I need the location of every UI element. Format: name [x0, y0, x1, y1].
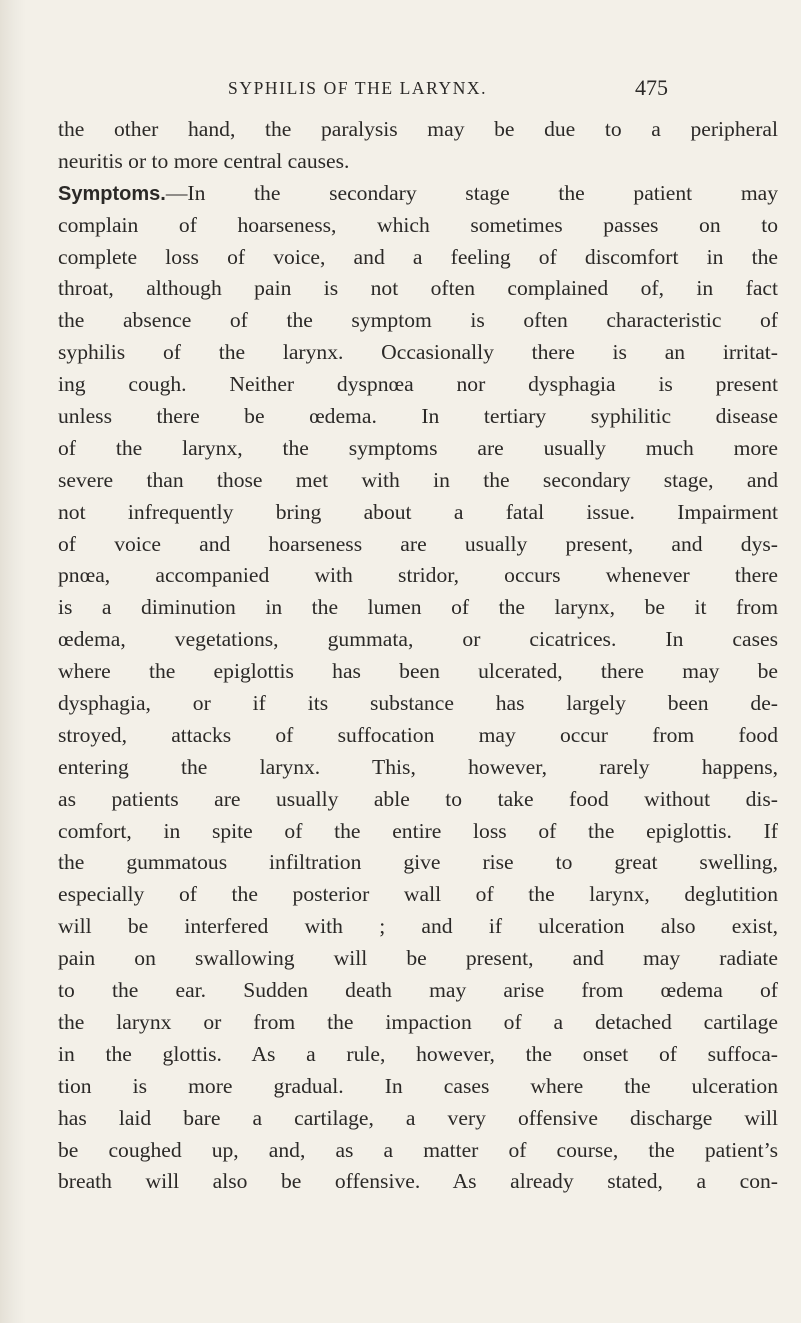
text-line: entering the larynx. This, however, rarely happens,: [58, 754, 778, 779]
text-line-with-heading: [58, 178, 778, 210]
text-line: as patients are usually able to take food without dis-: [58, 786, 778, 811]
text-line: complete loss of voice, and a feeling of discomfort in the: [58, 244, 778, 269]
page-gutter-shadow: [0, 0, 26, 1323]
text-line: œdema, vegetations, gummata, or cicatrices. In cases: [58, 627, 778, 652]
text-line: is a diminution in the lumen of the larynx, be it from: [58, 595, 778, 620]
text-line: of voice and hoarseness are usually present, and dys-: [58, 531, 778, 556]
text-line: of the larynx, the symptoms are usually much more: [58, 435, 778, 460]
page-number: 475: [635, 75, 668, 100]
text-line: neuritis or to more central causes.: [58, 148, 350, 173]
text-line: the absence of the symptom is often characteristic of: [58, 308, 778, 333]
text-line: complain of hoarseness, which sometimes passes on to: [58, 212, 778, 237]
text-line: especially of the posterior wall of the larynx, deglutition: [58, 882, 778, 907]
text-line: has laid bare a cartilage, a very offensive discharge will: [58, 1105, 778, 1130]
text-line: where the epiglottis has been ulcerated, there may be: [58, 659, 778, 684]
running-header: [0, 75, 801, 108]
text-line: the larynx or from the impaction of a detached cartilage: [58, 1009, 778, 1034]
text-line: pnœa, accompanied with stridor, occurs whenever there: [58, 563, 778, 588]
text-line: severe than those met with in the secondary stage, and: [58, 467, 778, 492]
text-line-remainder: —In the secondary stage the patient may: [165, 180, 778, 205]
text-line: dysphagia, or if its substance has largely been de-: [58, 691, 778, 716]
text-line: in the glottis. As a rule, however, the onset of suffoca-: [58, 1041, 778, 1066]
symptoms-heading: Symptoms.: [58, 182, 166, 205]
text-line: not infrequently bring about a fatal issue. Impairment: [58, 499, 778, 524]
text-line: unless there be œdema. In tertiary syphilitic disease: [58, 404, 778, 429]
text-line: to the ear. Sudden death may arise from œdema of: [58, 978, 778, 1003]
body-text: [58, 114, 778, 1198]
text-line: syphilis of the larynx. Occasionally there is an irritat-: [58, 340, 778, 365]
text-line: comfort, in spite of the entire loss of the epiglottis. If: [58, 818, 778, 843]
text-line: tion is more gradual. In cases where the ulceration: [58, 1073, 778, 1098]
text-line: be coughed up, and, as a matter of course, the patient’s: [58, 1137, 778, 1162]
text-line: throat, although pain is not often complained of, in fact: [58, 276, 778, 301]
text-line: ing cough. Neither dyspnœa nor dysphagia is present: [58, 372, 778, 397]
text-line: stroyed, attacks of suffocation may occur from food: [58, 722, 778, 747]
running-title: SYPHILIS OF THE LARYNX.: [228, 78, 488, 98]
text-line: the gummatous infiltration give rise to great swelling,: [58, 850, 778, 875]
text-line: pain on swallowing will be present, and may radiate: [58, 946, 778, 971]
text-line: will be interfered with ; and if ulceration also exist,: [58, 914, 778, 939]
text-line: breath will also be offensive. As already stated, a con-: [58, 1169, 778, 1194]
text-line: the other hand, the paralysis may be due to a peripheral: [58, 117, 778, 141]
